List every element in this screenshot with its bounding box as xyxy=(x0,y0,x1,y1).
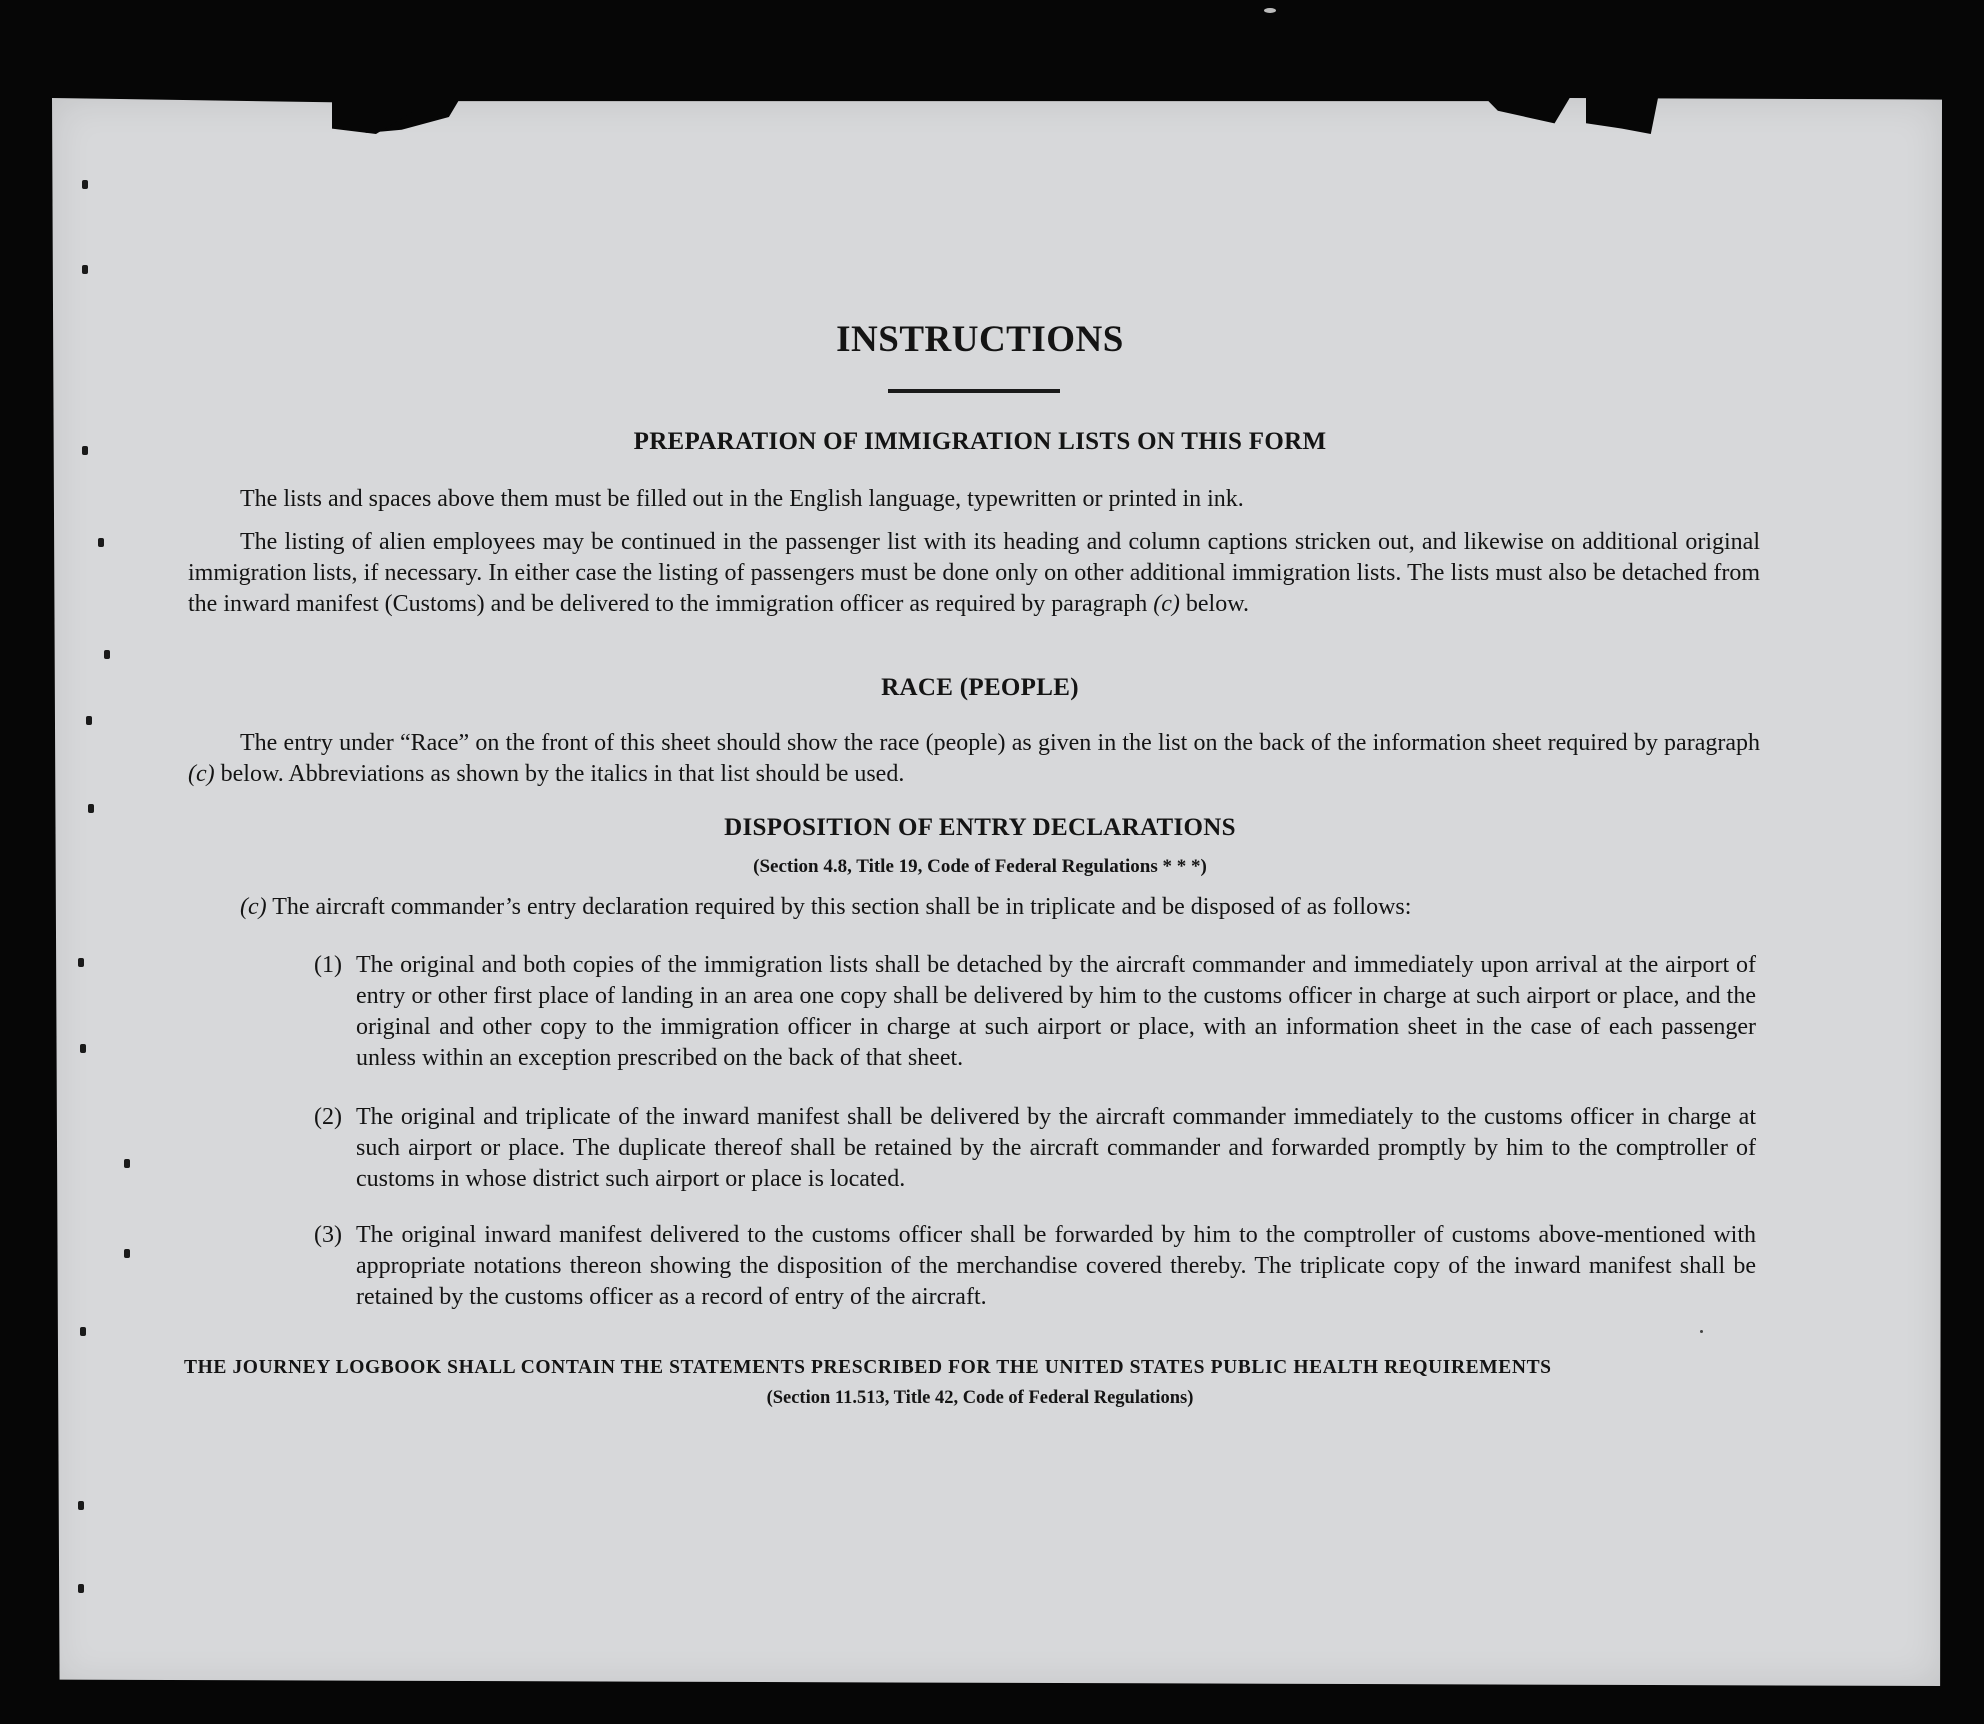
paragraph-language xyxy=(188,484,1760,515)
list-item xyxy=(314,1220,1756,1313)
footer-citation: (Section 11.513, Title 42, Code of Federal Regulations) xyxy=(766,1388,1194,1408)
list-item-number: (3) xyxy=(314,1222,342,1248)
binding-mark xyxy=(124,1249,130,1258)
binding-mark xyxy=(80,1327,86,1336)
paragraph-alien-employees xyxy=(188,527,1760,620)
paragraph-reference: (c) xyxy=(188,761,215,787)
binding-mark xyxy=(78,1501,84,1510)
binding-mark xyxy=(78,958,84,967)
binding-mark xyxy=(88,804,94,813)
binding-mark xyxy=(82,265,88,274)
speck xyxy=(1264,8,1276,13)
binding-mark xyxy=(98,538,104,547)
binding-mark xyxy=(124,1159,130,1168)
paragraph-race xyxy=(188,728,1760,790)
paragraph-entry-declaration xyxy=(240,892,1760,923)
section-heading-race: RACE (PEOPLE) xyxy=(881,674,1079,701)
binding-mark xyxy=(82,180,88,189)
section-heading-disposition: DISPOSITION OF ENTRY DECLARATIONS xyxy=(724,814,1236,841)
binding-mark xyxy=(86,716,92,725)
paragraph-race-text: The entry under “Race” on the front of this sheet should show the race (people) as given in the list on the back of the information sheet required by paragraph xyxy=(240,730,1760,756)
binding-mark xyxy=(78,1584,84,1593)
binding-mark xyxy=(104,650,110,659)
list-item xyxy=(314,1102,1756,1195)
binding-mark xyxy=(80,1044,86,1053)
paragraph-alien-employees-text: The listing of alien employees may be continued in the passenger list with its heading and column captions stricken out, and likewise on additional original immigration lists, if necessary. In either case the listing of passengers must be done only on other additional immigration lists. The lists must also be detached from the inward manifest (Customs) and be delivered to the immigration officer as required by paragraph xyxy=(188,529,1760,617)
list-item-text: The original and both copies of the immigration lists shall be detached by the aircraft commander and immediately upon arrival at the airport of entry or other first place of landing in an area one copy shall be delivered by him to the customs officer in charge at such airport or place, and the original and other copy to the immigration officer in charge at such airport or place, with an information sheet in the case of each passenger unless within an exception prescribed on the back of that sheet. xyxy=(356,952,1756,1071)
page-title: INSTRUCTIONS xyxy=(836,319,1124,360)
paragraph-race-end: below. Abbreviations as shown by the italics in that list should be used. xyxy=(220,761,905,787)
list-item-text: The original and triplicate of the inward manifest shall be delivered by the aircraft commander immediately to the customs officer in charge at such airport or place. The duplicate thereof shall be retained by the aircraft commander and forwarded promptly by him to the comptroller of customs in whose district such airport or place is located. xyxy=(356,1104,1756,1192)
paragraph-entry-declaration-text: The aircraft commander’s entry declaration required by this section shall be in triplicate and be disposed of as follows: xyxy=(272,894,1412,920)
list-item-text: The original inward manifest delivered to the customs officer shall be forwarded by him to the comptroller of customs above-mentioned with appropriate notations thereon showing the disposition of the merchandise covered thereby. The triplicate copy of the inward manifest shall be retained by the customs officer as a record of entry of the aircraft. xyxy=(356,1222,1756,1310)
list-item-number: (2) xyxy=(314,1104,342,1130)
paragraph-reference: (c) xyxy=(1153,591,1180,617)
footer-requirement: THE JOURNEY LOGBOOK SHALL CONTAIN THE STATEMENTS PRESCRIBED FOR THE UNITED STATES PUBLIC HEALTH REQUIREMENTS xyxy=(184,1357,1552,1378)
paragraph-label: (c) xyxy=(240,894,267,920)
list-item-number: (1) xyxy=(314,952,342,978)
title-underline xyxy=(888,389,1060,393)
speck xyxy=(1700,1330,1703,1333)
paragraph-alien-employees-end: below. xyxy=(1185,591,1249,617)
section-heading-preparation: PREPARATION OF IMMIGRATION LISTS ON THIS FORM xyxy=(633,428,1327,455)
torn-notch-left xyxy=(332,98,412,134)
section-citation: (Section 4.8, Title 19, Code of Federal Regulations * * *) xyxy=(753,856,1207,877)
list-item xyxy=(314,950,1756,1074)
paragraph-language-text: The lists and spaces above them must be filled out in the English language, typewritten or printed in ink. xyxy=(240,486,1244,512)
